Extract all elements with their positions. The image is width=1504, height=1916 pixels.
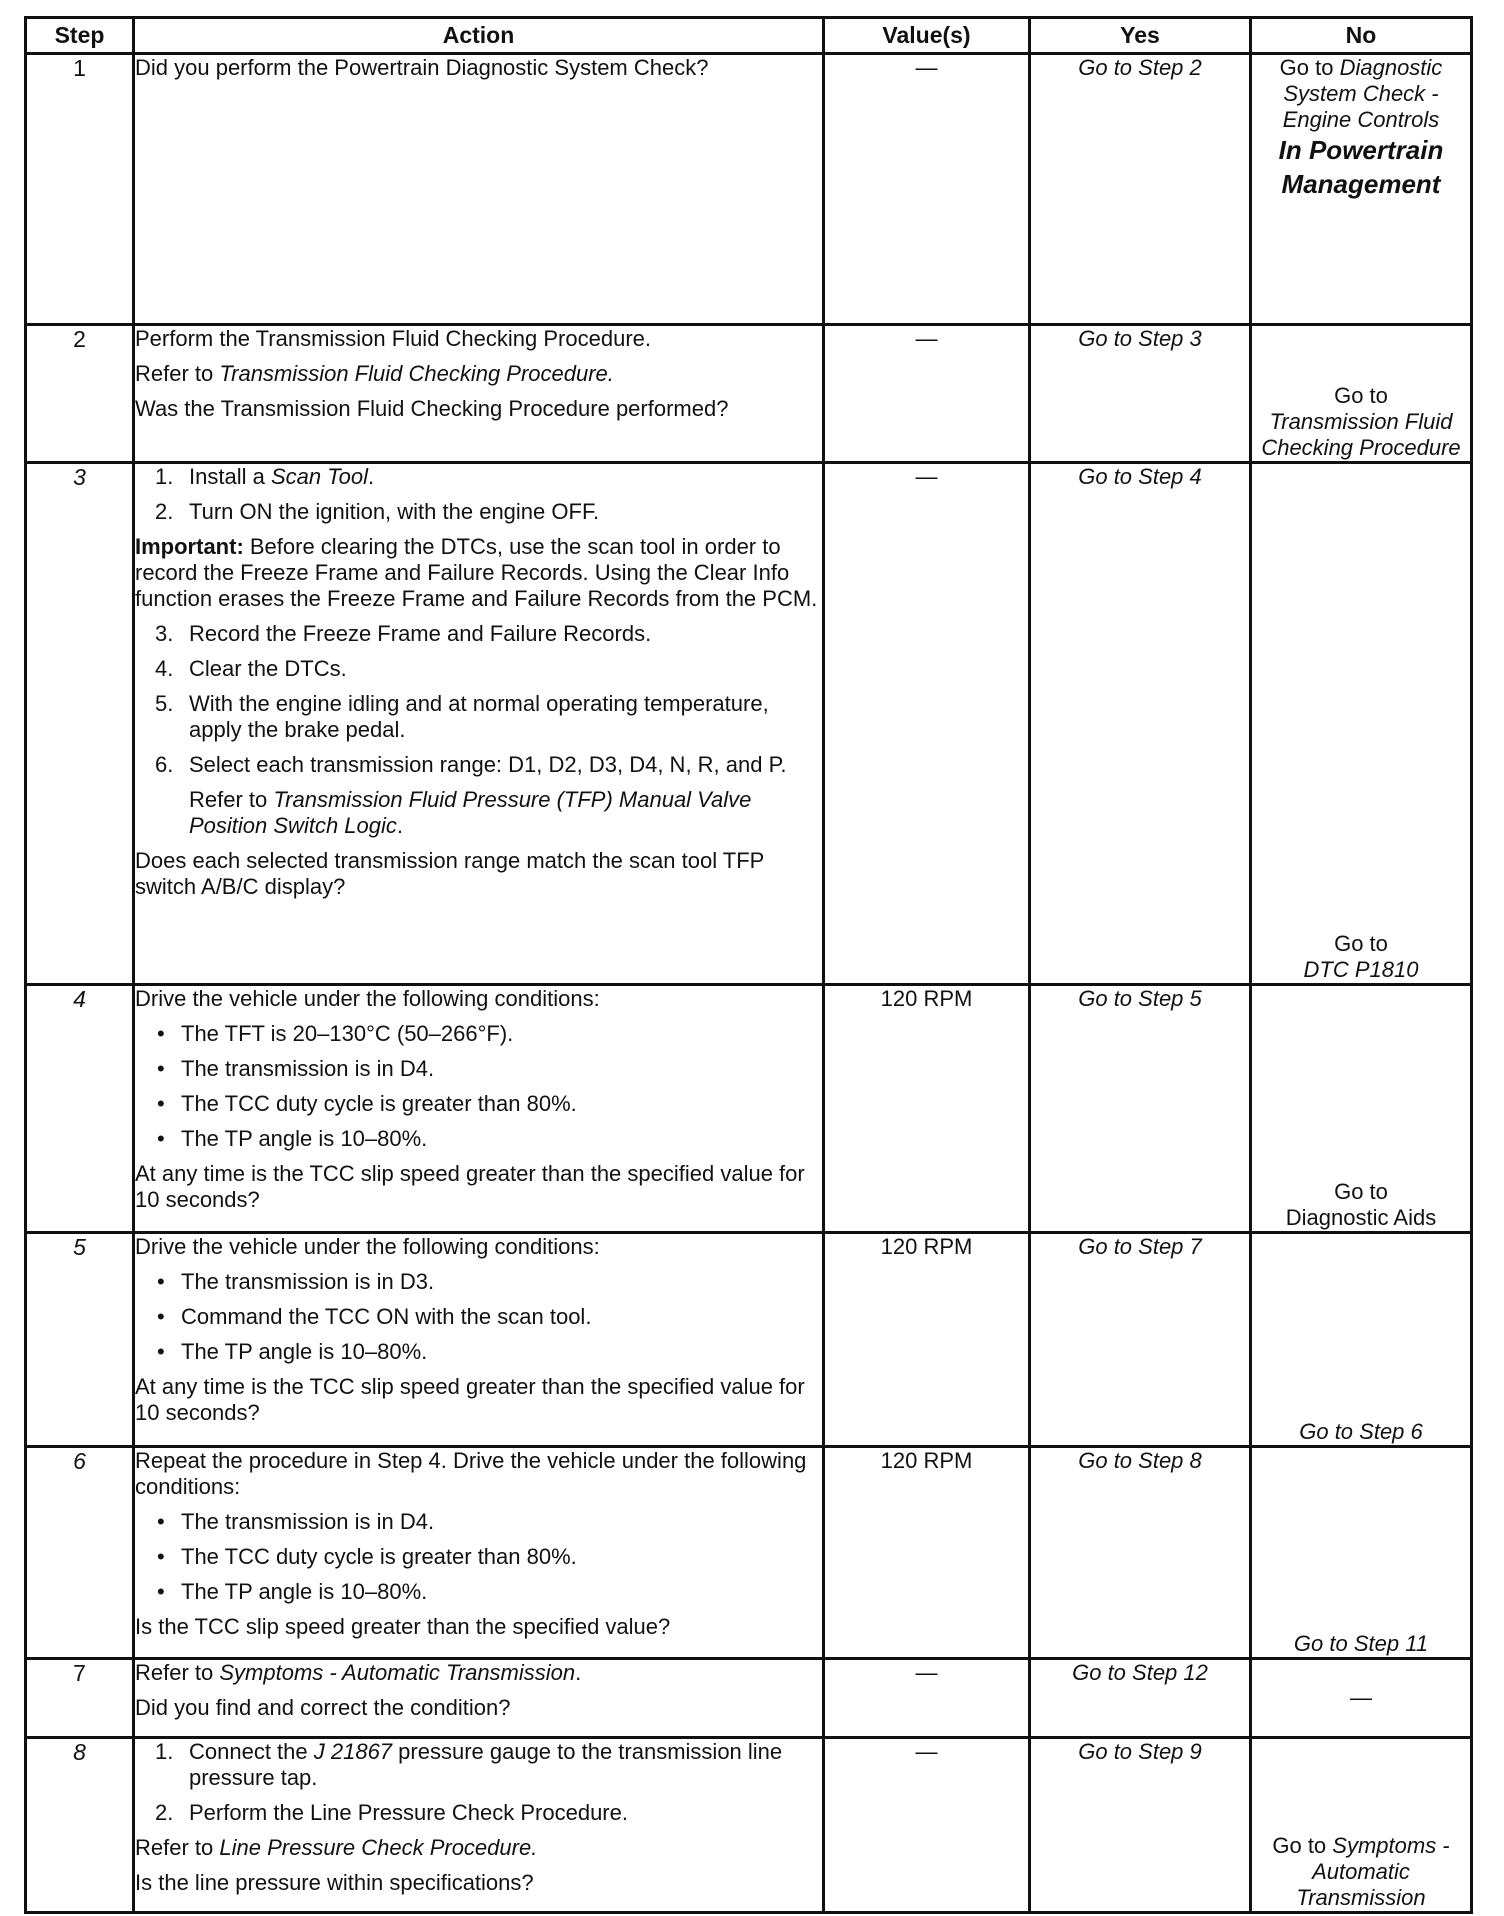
bullet-text: The TCC duty cycle is greater than 80%. [181, 1544, 577, 1569]
step-number: 3 [26, 463, 134, 985]
important-label: Important: [135, 534, 244, 559]
bullet-icon: • [157, 1021, 165, 1046]
no-link[interactable]: Symptoms - Automatic Transmission [1296, 1833, 1450, 1910]
yes-link[interactable]: Go to Step 4 [1030, 463, 1251, 985]
bullet-icon: • [157, 1091, 165, 1116]
no-cell [1251, 325, 1472, 463]
numbered-step [135, 1800, 822, 1826]
action-cell [134, 54, 824, 325]
step-text: Select each transmission range: D1, D2, D3, D4, N, R, and P. [189, 752, 787, 777]
action-cell [134, 1659, 824, 1738]
refer-suffix: . [396, 813, 404, 838]
refer-suffix: . [575, 1660, 582, 1685]
important-text: Before clearing the DTCs, use the scan tool in order to record the Freeze Frame and Failure Records. Using the Clear Info function erases the Freeze Frame and Failure Records from the PCM. [135, 534, 818, 611]
refer-prefix: Refer to [189, 787, 274, 812]
bullet-text: The transmission is in D4. [181, 1056, 435, 1081]
no-cell [1251, 463, 1472, 985]
condition-bullet [135, 1021, 822, 1047]
step-text [189, 464, 822, 490]
no-cell: — [1251, 1659, 1472, 1738]
header-row [26, 18, 1472, 54]
step-text: Clear the DTCs. [189, 656, 347, 681]
no-prefix: Go to [1334, 1179, 1388, 1204]
action-question: Did you find and correct the condition? [135, 1695, 511, 1720]
table-row [26, 54, 1472, 325]
table-row [26, 1447, 1472, 1659]
step-suffix: . [367, 464, 375, 489]
action-cell [134, 1233, 824, 1447]
bullet-icon: • [157, 1579, 165, 1604]
step-number: 6 [26, 1447, 134, 1659]
value-cell: — [824, 1659, 1030, 1738]
no-cell [1251, 1738, 1472, 1913]
header-yes: Yes [1030, 18, 1251, 54]
step-number: 8 [26, 1738, 134, 1913]
condition-bullet [135, 1269, 822, 1295]
refer-prefix: Refer to [135, 1660, 220, 1685]
step-number: 7 [26, 1659, 134, 1738]
condition-bullet [135, 1091, 822, 1117]
action-cell [134, 463, 824, 985]
value-cell: 120 RPM [824, 1233, 1030, 1447]
table-row [26, 1233, 1472, 1447]
refer-prefix: Refer to [135, 1835, 220, 1860]
value-cell: 120 RPM [824, 1447, 1030, 1659]
tool-link[interactable]: J 21867 [313, 1739, 393, 1764]
condition-bullet [135, 1126, 822, 1152]
refer-prefix: Refer to [135, 361, 220, 386]
condition-bullet [135, 1056, 822, 1082]
condition-bullet [135, 1544, 822, 1570]
bullet-text: The transmission is in D3. [181, 1269, 435, 1294]
action-intro: Drive the vehicle under the following conditions: [135, 1234, 600, 1259]
step-text: Record the Freeze Frame and Failure Records. [189, 621, 652, 646]
bullet-icon: • [157, 1269, 165, 1294]
value-cell: — [824, 54, 1030, 325]
bullet-text: The TCC duty cycle is greater than 80%. [181, 1091, 577, 1116]
header-step: Step [26, 18, 134, 54]
action-refer [135, 787, 822, 839]
condition-bullet [135, 1304, 822, 1330]
action-cell [134, 985, 824, 1233]
bullet-text: Command the TCC ON with the scan tool. [181, 1304, 592, 1329]
step-prefix: Install a [189, 464, 271, 489]
diagnostic-table [24, 16, 1473, 1914]
no-prefix: Go to [1272, 1833, 1333, 1858]
action-question: At any time is the TCC slip speed greater than the specified value for 10 seconds? [135, 1161, 805, 1212]
step-number: 1 [26, 54, 134, 325]
no-cell [1251, 54, 1472, 325]
step-suffix: pressure gauge to the transmission line pressure tap. [189, 1739, 783, 1790]
bullet-text: The TP angle is 10–80%. [181, 1126, 428, 1151]
action-refer [135, 1660, 822, 1686]
action-intro: Drive the vehicle under the following conditions: [135, 986, 600, 1011]
refer-link[interactable]: Symptoms - Automatic Transmission [219, 1660, 576, 1685]
bullet-icon: • [157, 1056, 165, 1081]
no-link[interactable]: Go to Step 6 [1251, 1233, 1472, 1447]
header-action: Action [134, 18, 824, 54]
action-question: Was the Transmission Fluid Checking Procedure performed? [135, 396, 729, 421]
step-index: 3. [155, 621, 174, 646]
step-number: 5 [26, 1233, 134, 1447]
yes-link[interactable]: Go to Step 7 [1030, 1233, 1251, 1447]
bullet-text: The transmission is in D4. [181, 1509, 435, 1534]
no-link[interactable]: Diagnostic System Check - Engine Controls [1282, 55, 1443, 132]
no-prefix: Go to [1279, 55, 1340, 80]
bullet-text: The TP angle is 10–80%. [181, 1339, 428, 1364]
refer-link[interactable]: Transmission Fluid Checking Procedure. [219, 361, 614, 386]
table-row [26, 985, 1472, 1233]
numbered-step [135, 1739, 822, 1791]
no-link[interactable]: DTC P1810 [1303, 957, 1419, 982]
action-question: At any time is the TCC slip speed greater than the specified value for 10 seconds? [135, 1374, 805, 1425]
bullet-icon: • [157, 1339, 165, 1364]
yes-link[interactable]: Go to Step 12 [1030, 1659, 1251, 1738]
no-extra: In Powertrain Management [1278, 135, 1444, 199]
value-cell: — [824, 463, 1030, 985]
no-cell [1251, 985, 1472, 1233]
bullet-icon: • [157, 1544, 165, 1569]
numbered-step [135, 691, 822, 743]
action-cell [134, 325, 824, 463]
action-cell [134, 1447, 824, 1659]
step-index: 1. [155, 464, 174, 489]
scan-tool-link[interactable]: Scan Tool [270, 464, 368, 489]
step-text [189, 1739, 822, 1791]
step-index: 5. [155, 691, 174, 716]
table-row [26, 1738, 1472, 1913]
condition-bullet [135, 1579, 822, 1605]
value-cell: — [824, 1738, 1030, 1913]
value-cell: 120 RPM [824, 985, 1030, 1233]
step-number: 4 [26, 985, 134, 1233]
no-link[interactable]: Go to Step 11 [1251, 1447, 1472, 1659]
yes-link[interactable]: Go to Step 8 [1030, 1447, 1251, 1659]
bullet-text: The TFT is 20–130°C (50–266°F). [181, 1021, 514, 1046]
numbered-step [135, 499, 822, 525]
numbered-step [135, 656, 822, 682]
value-cell: — [824, 325, 1030, 463]
action-line: Perform the Transmission Fluid Checking Procedure. [135, 326, 651, 351]
bullet-text: The TP angle is 10–80%. [181, 1579, 428, 1604]
no-link[interactable]: Transmission Fluid Checking Procedure [1261, 409, 1461, 460]
table-row [26, 325, 1472, 463]
numbered-step [135, 621, 822, 647]
yes-link[interactable]: Go to Step 9 [1030, 1738, 1251, 1913]
yes-link[interactable]: Go to Step 5 [1030, 985, 1251, 1233]
header-no: No [1251, 18, 1472, 54]
bullet-icon: • [157, 1509, 165, 1534]
action-cell [134, 1738, 824, 1913]
action-intro: Repeat the procedure in Step 4. Drive the vehicle under the following conditions: [135, 1448, 807, 1499]
action-refer [135, 361, 822, 387]
no-prefix: Go to [1334, 931, 1388, 956]
step-text: Perform the Line Pressure Check Procedure. [189, 1800, 628, 1825]
step-prefix: Connect the [189, 1739, 314, 1764]
no-prefix: Go to [1334, 383, 1388, 408]
condition-bullet [135, 1339, 822, 1365]
step-index: 6. [155, 752, 174, 777]
step-index: 2. [155, 1800, 174, 1825]
condition-bullet [135, 1509, 822, 1535]
yes-link[interactable]: Go to Step 2 [1030, 54, 1251, 325]
refer-link[interactable]: Line Pressure Check Procedure. [219, 1835, 538, 1860]
action-question: Is the line pressure within specifications? [135, 1870, 534, 1895]
step-index: 1. [155, 1739, 174, 1764]
step-index: 2. [155, 499, 174, 524]
step-text: Turn ON the ignition, with the engine OFF. [189, 499, 600, 524]
action-question: Did you perform the Powertrain Diagnostic System Check? [135, 55, 709, 80]
yes-link[interactable]: Go to Step 3 [1030, 325, 1251, 463]
refer-link[interactable]: Transmission Fluid Pressure (TFP) Manual Valve Position Switch Logic [189, 787, 752, 838]
numbered-step [135, 464, 822, 490]
bullet-icon: • [157, 1304, 165, 1329]
step-number: 2 [26, 325, 134, 463]
action-refer [135, 1835, 822, 1861]
important-note [135, 534, 822, 612]
table-row [26, 463, 1472, 985]
bullet-icon: • [157, 1126, 165, 1151]
step-text: With the engine idling and at normal operating temperature, apply the brake pedal. [189, 691, 769, 742]
table-row [26, 1659, 1472, 1738]
action-question: Does each selected transmission range match the scan tool TFP switch A/B/C display? [135, 848, 764, 899]
step-index: 4. [155, 656, 174, 681]
action-question: Is the TCC slip speed greater than the specified value? [135, 1614, 671, 1639]
numbered-step [135, 752, 822, 778]
header-value: Value(s) [824, 18, 1030, 54]
no-link[interactable]: Diagnostic Aids [1285, 1205, 1437, 1230]
